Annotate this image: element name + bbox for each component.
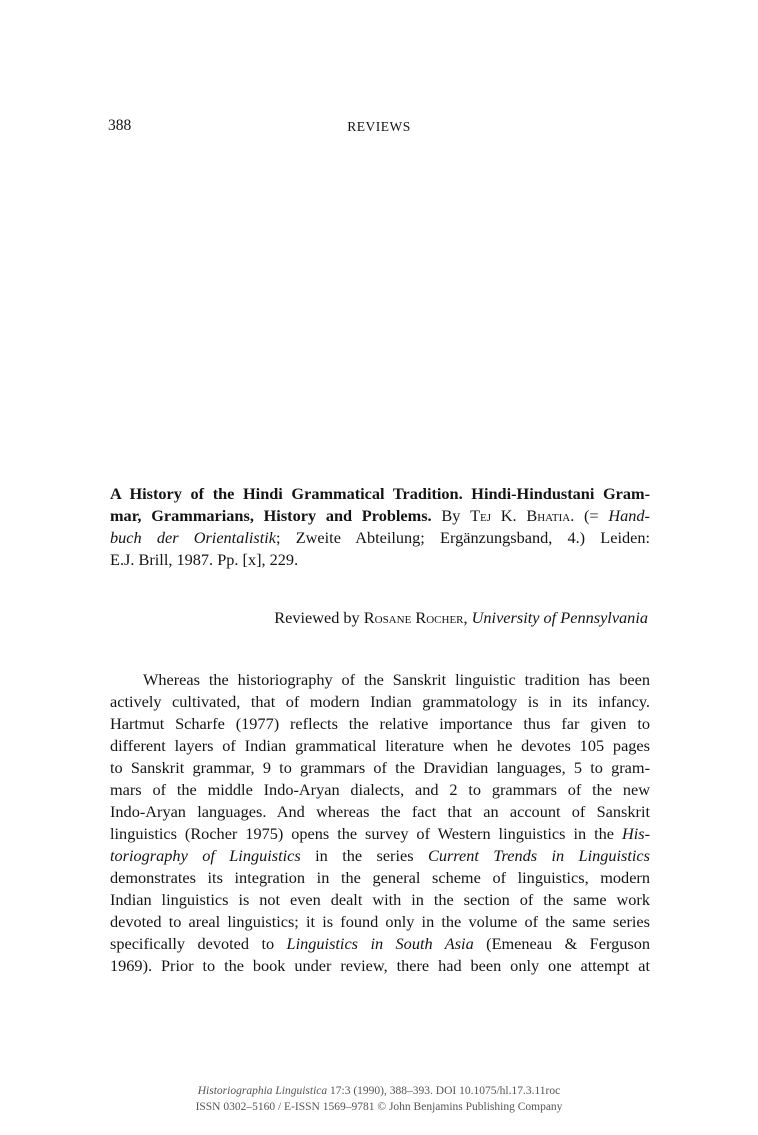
footer-journal-title: Historiographia Linguistica	[197, 1085, 328, 1097]
publisher-details: E.J. Brill, 1987. Pp. [x], 229.	[110, 550, 299, 569]
book-title-part-1: A History of the Hindi Grammatical Tradition. Hindi-Hindustani Gram-	[110, 484, 650, 503]
footer-issn-line: ISSN 0302–5160 / E-ISSN 1569–9781 © John Benjamins Publishing Company	[195, 1101, 563, 1113]
book-author: Tej K. Bhatia	[470, 506, 571, 525]
body-line-8	[110, 824, 650, 844]
body-line-6: mars of the middle Indo-Aryan dialects, and 2 to grammars of the new	[110, 780, 650, 799]
page-number: 388	[108, 117, 132, 134]
work-title-south-asia: Linguistics in South Asia	[286, 934, 474, 953]
citation-line-4	[110, 550, 650, 570]
running-head: REVIEWS	[347, 119, 411, 134]
series-title-part-2: buch der Orientalistik	[110, 528, 277, 547]
open-paren: . (=	[570, 506, 609, 525]
reviewer-comma: ,	[463, 608, 472, 627]
citation-line-3	[110, 528, 650, 548]
body-line-8-text: linguistics (Rocher 1975) opens the survey of Western linguistics in the	[110, 824, 614, 843]
series-title-current-trends: Current Trends in Linguistics	[427, 846, 650, 865]
body-line-13-b: (Emeneau & Ferguson	[473, 934, 650, 953]
reviewer-affiliation: University of Pennsylvania	[471, 608, 648, 627]
body-line-9-mid: in the series	[300, 846, 428, 865]
footer-doi: 17:3 (1990), 388–393. DOI 10.1075/hl.17.3.11roc	[327, 1085, 561, 1097]
body-line-8-italic: His-	[621, 824, 650, 843]
series-title-part-1: Hand-	[608, 506, 650, 525]
body-line-10: demonstrates its integration in the general scheme of linguistics, modern	[110, 868, 650, 887]
reviewer-prefix: Reviewed by	[274, 608, 364, 627]
body-line-11: Indian linguistics is not even dealt with in the section of the same work	[110, 890, 650, 909]
body-line-9	[110, 846, 650, 866]
series-details: ; Zweite Abteilung; Ergänzungsband, 4.) Leiden:	[276, 528, 651, 547]
body-line-7: Indo-Aryan languages. And whereas the fact that an account of Sanskrit	[110, 802, 650, 821]
reviewer-name: Rosane Rocher	[363, 608, 464, 627]
body-line-13-a: specifically devoted to	[110, 934, 287, 953]
footer-journal-line	[0, 1085, 758, 1097]
body-line-13	[110, 934, 650, 954]
body-line-12: devoted to areal linguistics; it is found only in the volume of the same series	[110, 912, 650, 931]
body-line-2: actively cultivated, that of modern Indian grammatology is in its infancy.	[110, 692, 650, 711]
reviewer-line	[110, 608, 648, 628]
body-line-3: Hartmut Scharfe (1977) reflects the relative importance thus far given to	[110, 714, 650, 733]
work-title-historiography: toriography of Linguistics	[110, 846, 301, 865]
body-line-5: to Sanskrit grammar, 9 to grammars of the Dravidian languages, 5 to gram-	[110, 758, 650, 777]
citation-line-2	[110, 506, 650, 526]
body-line-4: different layers of Indian grammatical literature when he devotes 105 pages	[110, 736, 650, 755]
body-line-1: Whereas the historiography of the Sanskrit linguistic tradition has been	[143, 670, 650, 689]
body-line-14: 1969). Prior to the book under review, there had been only one attempt at	[110, 956, 650, 975]
citation-line-1	[110, 484, 650, 504]
book-title-part-2: mar, Grammarians, History and Problems.	[110, 506, 432, 525]
by-word: By	[431, 506, 471, 525]
